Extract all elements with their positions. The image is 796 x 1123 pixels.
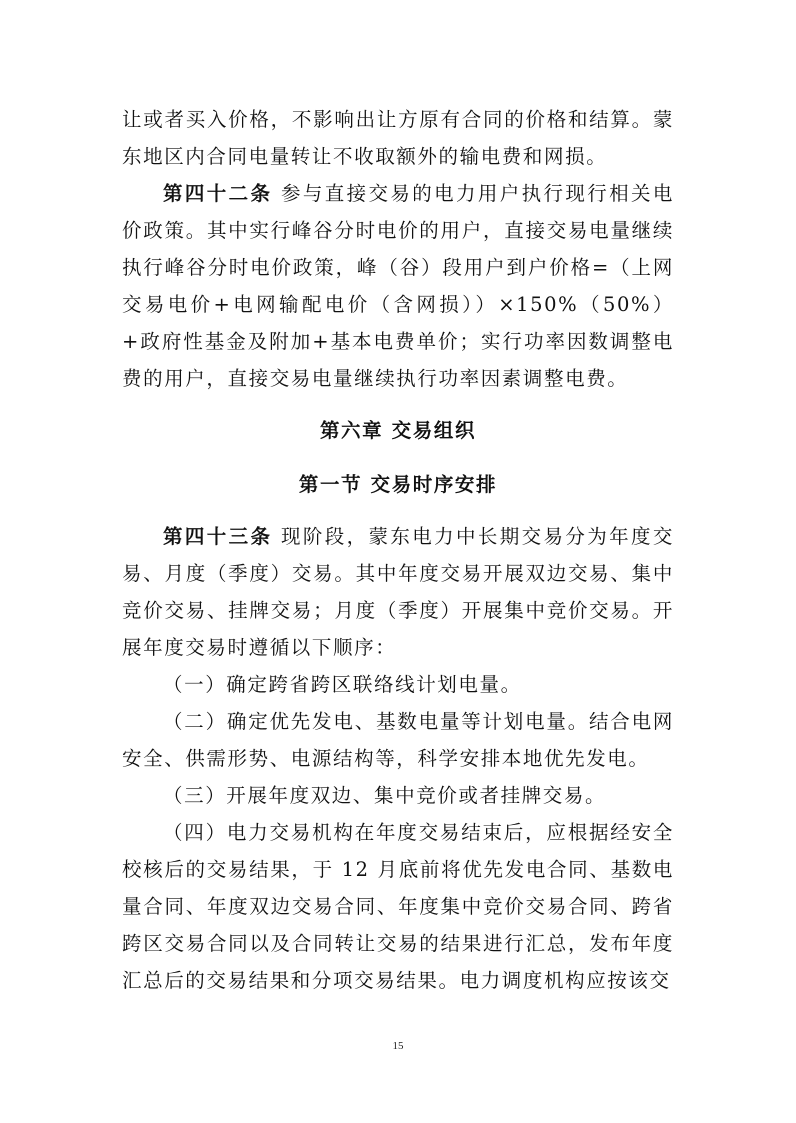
list-item-1: （一）确定跨省跨区联络线计划电量。 [163,673,522,696]
article-42-title: 第四十二条 [163,182,273,205]
paragraph-contract-transfer: 让或者买入价格，不影响出让方原有合同的价格和结算。蒙东地区内合同电量转让不收取额外的输电费和网损。 [122,108,674,168]
article-42 [122,175,674,397]
list-item-3: （三）开展年度双边、集中竞价或者挂牌交易。 [163,784,607,807]
section-heading: 第一节 交易时序安排 [298,473,498,496]
list-item-4: （四）电力交易机构在年度交易结束后，应根据经安全校核后的交易结果，于 12 月底前将优先发电合同、基数电量合同、年度双边交易合同、年度集中竞价交易合同、跨省跨区交易合同以及合同转让交易的结果进行汇总，发布年度汇总后的交易结果和分项交易结果。电力调度机构应按该交 [122,821,674,992]
list-item-2: （二）确定优先发电、基数电量等计划电量。结合电网安全、供需形势、电源结构等，科学安排本地优先发电。 [122,710,674,770]
chapter-heading: 第六章 交易组织 [319,419,477,442]
article-42-text: 参与直接交易的电力用户执行现行相关电价政策。其中实行峰谷分时电价的用户，直接交易电量继续执行峰谷分时电价政策，峰（谷）段用户到户价格=（上网交易电价+电网输配电价（含网损））×150%（50%）+政府性基金及附加+基本电费单价；实行功率因数调整电费的用户，直接交易电量继续执行功率因素调整电费。 [122,182,674,390]
article-43-title: 第四十三条 [163,525,273,548]
article-43 [122,518,674,666]
page-number: 15 [392,1040,404,1052]
article-43-text: 现阶段，蒙东电力中长期交易分为年度交易、月度（季度）交易。其中年度交易开展双边交易、集中竞价交易、挂牌交易；月度（季度）开展集中竞价交易。开展年度交易时遵循以下顺序： [122,525,674,659]
document-body [122,101,674,999]
